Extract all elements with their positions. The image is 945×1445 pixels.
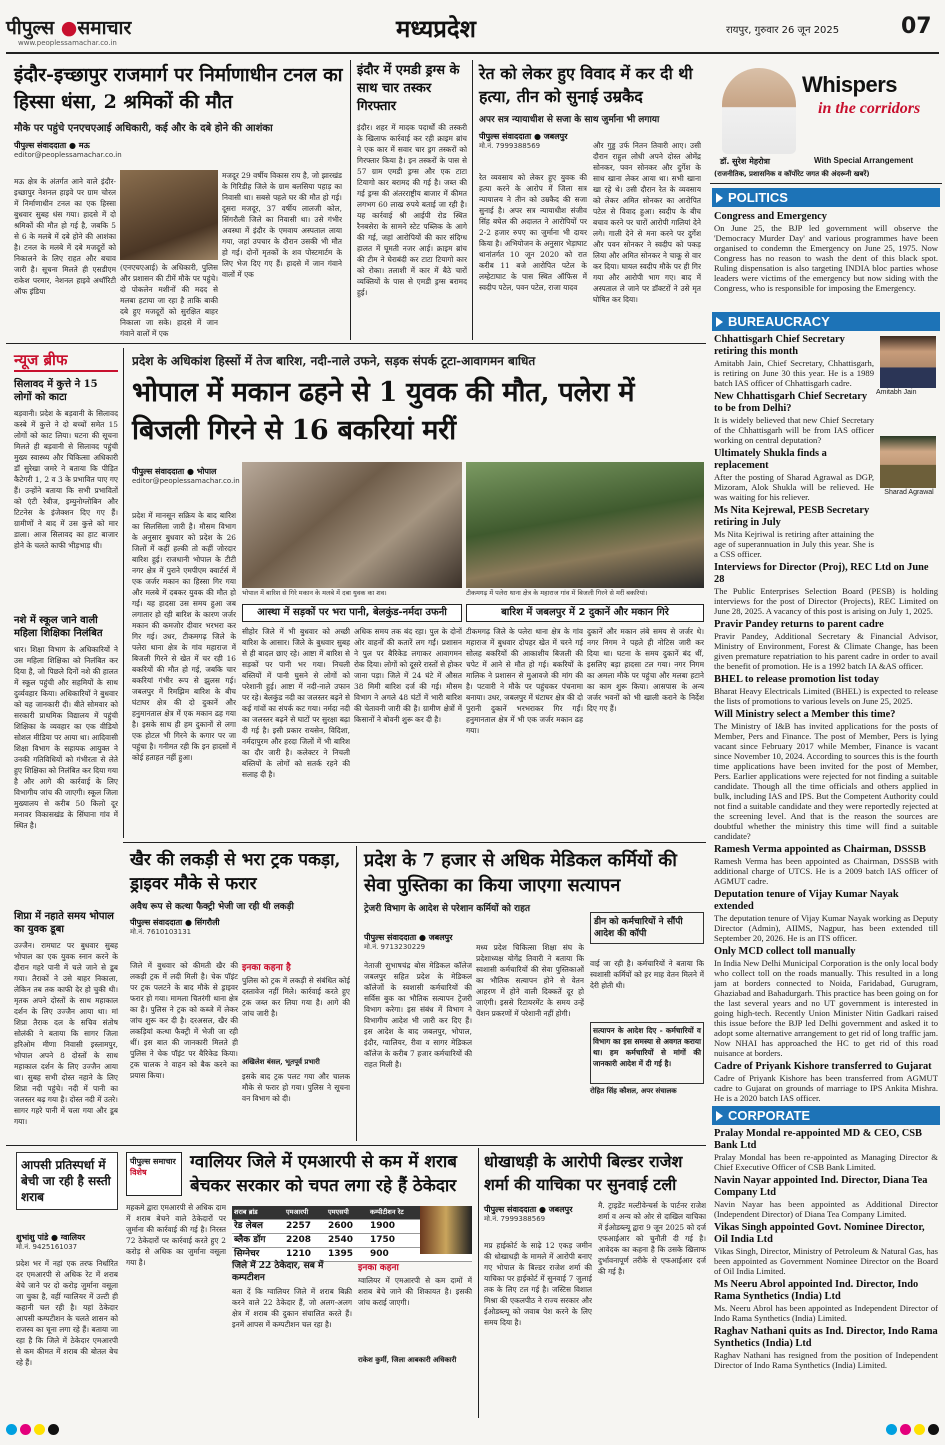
item-headline: Ultimately Shukla finds a replacement — [714, 448, 827, 471]
item-headline: Ms Nita Kejrewal, PESB Secretary retiring in July — [714, 505, 870, 528]
builder-byline: पीपुल्स संवाददाता ● जबलपुर — [484, 1205, 573, 1214]
truck-saying-title: इनका कहना है — [242, 963, 291, 973]
table-cell: 2540 — [328, 1235, 354, 1245]
item-text: Vikas Singh, Director, Ministry of Petroleum & Natural Gas, has been appointed as Government Nominee Director on the Board of Oil India Limited. — [714, 1246, 938, 1276]
item-text: Cadre of Priyank Kishore has been transferred from AGMUT cadre to Gujarat on grounds of marriage to IPS Ankita Mishra. He is a 2020 batch IAS officer. — [714, 1073, 938, 1103]
politics-item — [714, 211, 938, 293]
md-body: इंदौर। शहर में मादक पदार्थों की तस्करी के खिलाफ कार्रवाई कर रही क्राइम ब्रांच ने एक कार में सवार चार ड्रग तस्करों को गिरफ्तार किया है। इन तस्करों के पास से 57 ग्राम एमडी ड्रग्स और एक टाटा टियागो कार बरामद की गई है। जब्त की गई ड्रग्स की अंतरराष्ट्रीय बाजार में कीमत लगभग 60 लाख रुपये बताई जा रही है। यह कार्रवाई श्री आईपी रोड स्थित रैनबसेरा के सामने स्टेट पब्लिक के आगे की गई, जहां आरोपियों की कार संदिग्ध हालत में घूमती नजर आई। क्राइम ब्रांच की टीम ने घेराबंदी कर टाटा टियागो कार को रोका। तलाशी में कार में बैठे चारों व्यक्तियों के पास से एमडी ड्रग्स बरामद हुई। — [357, 123, 467, 297]
tunnel-caption: (एनएचएआई) के अधिकारी, पुलिस और प्रशासन की टीमें मौके पर पहुंचे। दो पोकलेन मशीनों की मदद से मलबा हटाया जा रहा है ताकि बाकी दबे हुए मजदूरों को सुरक्षित बाहर निकाला जा सके। हादसे में जान गंवाने वालों में एक — [120, 263, 218, 338]
brief-column — [14, 378, 118, 1140]
item-text: Ms. Neeru Abrol has been appointed as Independent Director of Indo Rama Synthetics (India) Limited. — [714, 1303, 938, 1323]
truck-saying — [242, 960, 350, 1111]
liquor-mobile: मो.नं. 9425161037 — [16, 1243, 78, 1251]
item-headline: Pravir Pandey returns to parent cadre — [714, 619, 884, 630]
sand-body-2: और गुड्ड उर्फ नितन तिवारी आए। उसी दौरान राहुल लोधी अपने दोस्त ओमेंद्र सोनकर, पवन सोनकर और दुर्गेश के साथ खाना लेकर आया था। सभी खाना खा रहे थे। उसी दौरान रेत के व्यवसाय को लेकर अमित सोनकर का आरोपित पटेल से विवाद हुआ। स्वदीप के बीच बचाव करने पर चारों आरोपी गालियां देने लगे। गाली देने से मना करने पर दुर्गेश और पवन सोनकर ने स्वदीप को पकड़ लिया और अमित सोनकर ने चाकू से वार कर दिया। घायल स्वदीप मौके पर ही गिर गया और आरोपी भाग गए। बाद में अस्पताल ले जाने पर डॉक्टरों ने उसे मृत घोषित कर दिया। — [593, 141, 701, 304]
staff-byline-block — [364, 932, 452, 952]
sand-story — [479, 62, 701, 151]
item-headline: Deputation tenure of Vijay Kumar Nayak extended — [714, 889, 899, 912]
item-headline: Pralay Mondal re-appointed MD & CEO, CSB Bank Ltd — [714, 1128, 922, 1151]
table-cell: 2208 — [286, 1235, 312, 1245]
item-text: Bharat Heavy Electricals Limited (BHEL) is expected to release the lists of promotions to various levels on June 25, 2025. — [714, 686, 938, 706]
builder-body-2: मै. ट्राइडेंट मल्टीवेन्चर्स के पार्टनर राजेश शर्मा व अन्य को ओर से दाखिल याचिका में ईओडब्ल्यू द्वारा 9 जून 2025 को दर्ज एफआईआर को चुनौती दी गई है। आवेदक का कहना है कि उसके खिलाफ दुर्भावनापूर्ण तरीके से एफआईआर दर्ज की गई है। — [598, 1201, 706, 1276]
staff-note-by: रोहित सिंह कौशल, अपर संचालक — [590, 1086, 677, 1095]
columnist-photo — [722, 68, 796, 154]
liquor-body-2: महकमे द्वारा एमआरपी से अधिक दाम में शराब बेचने वाले ठेकेदारों पर जुर्माना की कार्रवाई की गई है। निरस्त 72 ठेकेदारों पर कार्रवाई करते हुए 2 करोड़ से अधिक का जुर्माना वसूला गया है। — [126, 1203, 226, 1267]
brief-text-3: उज्जैन। रामघाट पर बुधवार सुबह भोपाल का एक युवक स्नान करने के दौरान गहरे पानी में चले जाने से डूब गया। तैराकों ने उसे बाहर निकाला, लेकिन तब तक काफी देर हो चुकी थी। मृतक अपने दोस्तों के साथ महाकाल दर्शन के लिए उज्जैन आया था। मां शिप्रा तैराक दल के सचिव संतोष सोलंकी ने बताया कि सागर जिला हरिओम मीणा निवासी इस्लामपुर, भोपाल अपने 8 दोस्तों के साथ महाकाल दर्शन के लिए उज्जैन आया था। सुबह सभी दोस्त नहाने के लिए शिप्रा नदी पहुंचे। नदी में पानी का जलस्तर बढ़ गया है। दोस्त नदी में उतरे। सागर गहरे पानी में चला गया और डूब गया। — [14, 941, 118, 1126]
item-headline: Navin Nayar appointed Ind. Director, Diana Tea Company Ltd — [714, 1175, 928, 1198]
staff-body-3: वाई जा रही है। कर्मचारियों ने बताया कि स्वशासी कर्मियों को हर माह वेतन मिलने में देरी होती थी। — [590, 959, 704, 990]
table-cell: 2257 — [286, 1221, 312, 1231]
photo-caption-2: Sharad Agrawal — [884, 489, 934, 496]
table-cell: सिग्नेचर — [234, 1249, 260, 1259]
liquor-byline-block — [16, 1232, 85, 1252]
staff-story — [364, 848, 704, 914]
column-rule — [356, 846, 357, 1141]
rain-subhead-2: बारिश में जबलपुर में 2 दुकानें और मकान गिरे — [466, 604, 704, 622]
section-rule — [6, 1145, 706, 1146]
rain-sub-body-3: टीकमगढ़ जिले के पलेरा थाना क्षेत्र के गांव महाराज में बुधवार दोपहर खेत में चरने गई सोलह बकरियों की आकाशीय बिजली की चपेट में आने से मौत हो गई। बकरियों के मालिक ने प्रशासन से मुआवजे की मांग की है। पटवारी ने मौके पर पहुंचकर पंचनामा बनाया। उधर, जबलपुर में घंटाघर क्षेत्र की दो पुरानी दुकानें भरभराकर गिर गईं। हनुमानताल क्षेत्र में भी एक जर्जर मकान ढह गया। — [466, 627, 583, 735]
item-text: Ms Nita Kejriwal is retiring after attaining the age of superannuation in July this year. She is a CSS officer. — [714, 529, 874, 559]
rain-body: प्रदेश में मानसून सक्रिय के बाद बारिश का सिलसिला जारी है। मौसम विभाग के अनुसार बुधवार को प्रदेश के 26 जिलों में कहीं हल्की तो कहीं जोरदार बारिश हुई। राजधानी भोपाल के टीटी नगर क्षेत्र में पुराने एमपीएम क्वार्टर्स में एक जर्जर मकान का हिस्सा गिर गया और मलबे में दबकर युवक की मौत हो गई। यह हादसा उस समय हुआ जब लगातार हो रही बारिश के कारण जर्जर मकान की कमजोर दीवार भरभरा कर गिर गई। उधर, टीकमगढ़ जिले के पलेरा थाना क्षेत्र के गांव महाराज में बिजली गिरने से खेत में चर रही 16 बकरियों की मौत हो गई, जबकि चार बकरियां गंभीर रूप से झुलस गई। जबलपुर में रिमझिम बारिश के बीच घंटाघर क्षेत्र की दो दुकानें और हनुमानताल क्षेत्र में एक मकान ढह गया है। इसके साथ ही हम दुकानों से लगा एक होटल भी गिरने के कगार पर जा पहुंचा है। गनीमत रही कि इन हादसों में कोई हताहत नहीं हुआ। — [132, 511, 236, 762]
table-cell: 900 — [370, 1249, 389, 1259]
corporate-header: CORPORATE — [712, 1106, 940, 1125]
whispers-subtitle: in the corridors — [818, 100, 921, 117]
builder-headline: धोखाधड़ी के आरोपी बिल्डर राजेश शर्मा की याचिका पर सुनवाई टली — [484, 1152, 683, 1194]
staff-body-1: नेताजी सुभाषचंद्र बोस मेडिकल कॉलेज जबलपुर सहित प्रदेश के मेडिकल कॉलेजों के स्वशासी कर्मचारियों की सर्विस बुक का भौतिक सत्यापन ट्रेजरी विभाग करेगा। इस संबंध में विभाग ने विभागीय आदेश भी जारी कर दिए हैं। इस आदेश के बाद जबलपुर, भोपाल, इंदौर, ग्वालियर, रीवा व सागर मेडिकल कॉलेज के करीब 7 हजार कर्मचारियों की राहत मिली है। — [364, 961, 472, 1069]
staff-headline: प्रदेश के 7 हजार से अधिक मेडिकल कर्मियों की सेवा पुस्तिका का किया जाएगा सत्यापन — [364, 850, 677, 896]
item-headline: Vikas Singh appointed Govt. Nominee Director, Oil India Ltd — [714, 1222, 925, 1245]
sand-subheadline: अपर सत्र न्यायाधीश से सजा के साथ जुर्माना भी लगाया — [479, 115, 660, 125]
whispers-note: (राजनीतिक, प्रशासनिक व कॉर्पोरेट जगत की अंदरूनी खबरें) — [714, 170, 870, 178]
liquor-body-1: प्रदेश भर में नहां एक तरफ निर्धारित दर एमआरपी से अधिक रेट में शराब बेचे जाने पर दो करोड़ जुर्माना वसूला जा चुका है, वहीं ग्वालियर में उल्टी ही कहानी चल रही है। यहां ठेकेदार आपसी कम्पटीशन के चलते शासन को राजस्व का चूना लगा रहे हैं। बताया जा रहा है कि जिले में ठेकेदार एमआरपी से कम कीमत में शराब की बोतल बेच रहे हैं। — [16, 1259, 118, 1367]
rain-email: editor@peoplessamachar.co.in — [132, 477, 240, 485]
item-text: Pralay Mondal has been re-appointed as Managing Director & Chief Executive Officer of CSB Bank Limited. — [714, 1152, 938, 1172]
rain-banner: प्रदेश के अधिकांश हिस्सों में तेज बारिश, नदी-नाले उफने, सड़क संपर्क टूटा-आवागमन बाधित — [132, 354, 536, 368]
rain-headline: भोपाल में मकान ढहने से 1 युवक की मौत, पलेरा में बिजली गिरने से 16 बकरियां मरीं — [132, 377, 635, 446]
table-cell: रेड लेबल — [234, 1221, 263, 1231]
reg-mark-cyan — [886, 1424, 897, 1435]
truck-byline: पीपुल्स संवाददाता ● सिंगरौली — [130, 918, 220, 927]
logo-left: पीपुल्स — [6, 17, 55, 39]
brief-headline-1: सिलावद में कुत्ते ने 15 लोगों को काटा — [14, 379, 98, 403]
columnist-tag: With Special Arrangement — [814, 156, 914, 165]
photo-caption-1: Amitabh Jain — [876, 389, 917, 396]
table-cell: 1210 — [286, 1249, 312, 1259]
masthead-rule — [6, 52, 939, 54]
reg-mark-cyan — [6, 1424, 17, 1435]
item-headline: Ramesh Verma appointed as Chairman, DSSSB — [714, 844, 926, 855]
sand-mobile: मो.नं. 7999388569 — [479, 142, 541, 150]
rain-story — [132, 374, 704, 450]
brief-headline-2: नशे में स्कूल जाने वाली महिला शिक्षिका निलंबित — [14, 615, 103, 639]
rain-sub-body-4: दुकानें और मकान लंबे समय से जर्जर थे। नगर निगम ने पहले ही नोटिस जारी कर दिया था। घटना के समय दुकानें बंद थीं, इसलिए बड़ा हादसा टल गया। नगर निगम का अमला मौके पर पहुंचा और मलबा हटाने का काम शुरू किया। आसपास के अन्य जर्जर भवनों को भी खाली कराने के निर्देश दिए गए हैं। — [587, 627, 704, 713]
item-text: The Ministry of I&B has invited applications for the posts of Member, Pers and Finance. The post of Member, Pers is lying vacant since February 2017 while Member, Finance is vacant since November 10, 2024. According to sources this is the fourth time applications have been invited for the post of Member, Pers. Earlier applications were rejected for not finding a suitable candidate. Though all the time officials and others applied in bulk, including IAS and IPS. But the Competent Authority could not find a suitable candidate and they were reportedly rejected at the screening level. And that is the reason the sources are doubtful whether the ministry this time will find a suitable candidate? — [714, 721, 938, 841]
item-text: Amitabh Jain, Chief Secretary, Chhattisgarh, is retiring on June 30 this year. He is a 1989 batch IAS officer of Chhattisgarh cadre. — [714, 358, 874, 388]
tunnel-story — [14, 62, 344, 159]
item-text: It is widely believed that new Chief Secretary of the Chhattisgarh will be from IAS officer working on central deputation? — [714, 415, 874, 445]
liquor-saying — [358, 1260, 472, 1365]
bureaucracy-list — [714, 334, 938, 1103]
truck-saying-text: पुलिस को ट्रक में लकड़ी से संबंधित कोई दस्तावेज नहीं मिले। कार्रवाई करते हुए ट्रक जब्त कर लिया गया है। आगे की जांच जारी है। — [242, 976, 350, 1018]
item-text: Raghav Nathani has resigned from the position of Independent Director of Indo Rama Synthetics (India) Limited. — [714, 1350, 938, 1370]
table-cell: शराब ब्रांड — [234, 1208, 258, 1216]
rain-subhead-1: आस्था में सड़कों पर भरा पानी, बेलकुंड-नर्मदा उफनी — [242, 604, 462, 622]
tunnel-body-1: मऊ क्षेत्र के अंतर्गत आने वाले इंदौर-इच्छापुर नेशनल हाइवे पर ग्राम चोरल में निर्माणाधीन टनल का एक हिस्सा बुधवार सुबह धंस गया। हादसे में दो श्रमिकों की मौत हो गई है, जबकि 5 से 6 के मलबे में दबे होने की आशंका है। टनल के मलबे में दबे मजदूरों को निकालने के लिए राहत और बचाव जारी है। सूचना मिलते ही एसडीएम राकेश परमार, नेशनल हाइवे अथॉरिटी ऑफ इंडिया — [14, 177, 116, 296]
table-cell: एमएसपी — [328, 1208, 349, 1216]
truck-body: जिले में बुधवार को कीमती खैर की लकड़ी ट्रक में लदी मिली है। चेक पॉइंट पर ट्रक पलटने के बाद मौके से ड्राइवर फरार हो गया। मामला चितरंगी थाना क्षेत्र का है। पुलिस ने ट्रक को कब्जे में लेकर जांच शुरू कर दी है। दरअसल, खैर की लकड़ियां कत्था फैक्ट्री में भेजी जा रही थीं। इस बात की जानकारी मिलते ही पुलिस ने चेक पॉइंट पर बैरिकेड किया। ट्रक चालक ने वाहन को बैक करने का प्रयास किया। — [130, 961, 238, 1080]
item-headline: Ms Neeru Abrol appointed Ind. Director, Indo Rama Synthetics (India) Ltd — [714, 1279, 919, 1302]
table-cell: 2600 — [328, 1221, 354, 1231]
corporate-list — [714, 1128, 938, 1370]
liquor-tag: विशेष — [130, 1168, 147, 1177]
whispers-masthead — [710, 60, 942, 184]
liquor-subhead: जिले में 22 ठेकेदार, सब में कम्पटीशन — [232, 1261, 324, 1283]
liquor-logo: पीपुल्स समाचार — [130, 1157, 176, 1166]
liquor-saying-text: ग्वालियर में एमआरपी से कम दामों में शराब बेचे जाने की शिकायत है। इसकी जांच कराई जाएगी। — [358, 1276, 472, 1307]
liquor-story — [190, 1150, 472, 1198]
reg-mark-black — [48, 1424, 59, 1435]
staff-note: सत्यापन के आदेश दिए - कर्मचारियों व विभाग का इस समस्या से अवगत कराया था। हम कर्मचारियों से मांगों की जानकारी आदेश में दी गई है। — [590, 1022, 704, 1084]
item-headline: BHEL to release promotion list today — [714, 674, 880, 685]
bureaucracy-header: BUREAUCRACY — [712, 312, 940, 331]
item-text: Navin Nayar has been appointed as Additional Director (Independent Director) of Diana Tea Company Limited. — [714, 1199, 938, 1219]
newspaper-logo: पीपुल्स ●समाचार — [6, 17, 132, 39]
table-cell: ब्लैक डॉग — [234, 1235, 266, 1245]
item-text: The Public Enterprises Selection Board (PESB) is holding interviews for the post of Director (Projects), REC Limited on June 28, 2025. A vacancy of this post is arising on July 1, 2025. — [714, 586, 938, 616]
rain-photo-1 — [242, 462, 462, 588]
website: www.peoplessamachar.co.in — [18, 39, 117, 47]
staff-box: डीन को कर्मचारियों ने सौंपी आदेश की कॉपी — [590, 912, 704, 944]
tunnel-body-2: मजदूर 29 वर्षीय विकास राय है, जो झारखंड के गिरिडीह जिले के ग्राम बलसिया पहाड़ का निवासी था। सबसे पहले घर की मौत हो गई। दूसरा मजदूर, 37 वर्षीय लालजी कोल, सिंगरौली जिले का निवासी था। उसे गंभीर अवस्था में इंदौर के एमवाय अस्पताल लाया गया, जहां उपचार के दौरान उसकी भी मौत हो गई। दोनों मृतकों के शव पोस्टमार्टम के लिए भेज दिए गए हैं। हादसे में जान गंवाने वालों में एक — [222, 171, 342, 279]
truck-body-2: इसके बाद ट्रक पलट गया और चालक मौके से फरार हो गया। पुलिस ने सूचना वन विभाग को दी। — [242, 1072, 350, 1103]
item-text: After the posting of Sharad Agrawal as DGP, Mizoram, Alok Shukla will be relieved. He was waiting for his reliever. — [714, 472, 874, 502]
item-headline: Interviews for Director (Proj), REC Ltd on June 28 — [714, 562, 929, 585]
table-cell: 1750 — [370, 1235, 396, 1245]
section-title: मध्यप्रदेश — [395, 15, 477, 43]
item-text: In India New Delhi Municipal Corporation is the only local body who collect toll on the roads manually. This resulted in a long jam at borders connected to Noida, Faridabad, Gurugram, Ghaziabad and Bahadurgarh. This practice has been going on for the last several years and no UT government is interested in going high-tech. Recently Union Minister Nitin Gadkari raised this issue before the BJP led Delhi government and asked it to adopt some alternative arrangement to get rid of long traffic jam. Now NHAI has approached the HC to get rid of this road nuisance at borders. — [714, 958, 938, 1058]
item-headline: Chhattisgarh Chief Secretary retiring this month — [714, 334, 845, 357]
table-cell: 1395 — [328, 1249, 354, 1259]
rain-photo-2 — [466, 462, 704, 588]
item-text: The deputation tenure of Vijay Kumar Nayak working as Deputy Director (Admin), AIIMS, Nagpur, has been extended till September 20, 2026. He is an ITS officer. — [714, 913, 938, 943]
liquor-sub — [232, 1260, 352, 1406]
tunnel-email: editor@peoplessamachar.co.in — [14, 151, 122, 159]
columnist-name: डॉ. सुरेश मेहरोत्रा — [720, 157, 770, 166]
brief-text-1: बड़वानी। प्रदेश के बड़वानी के सिलावद कस्बे में कुत्ते ने दो बच्चों समेत 15 लोगों को काट लिया। घटना की सूचना मिलते ही बड़वानी से सिलावद पहुंची मुख्य स्वास्थ्य और चिकित्सा अधिकारी डॉ सुरेखा जमरे ने बताया कि पीड़ित कैटेगरी 1, 2 व 3 के प्रभावित पाए गए हैं। उन्होंने बताया कि सभी प्रभावितों को एंटी रेबीज, इम्युनोग्लोबिन और टिटनेस के इंजेक्शन दिए गए हैं। ग्रामीणों ने बाद में उस कुत्ते को मार डाला। आज सिलावद का हाट बाजार होने के चलते काफी भीड़भाड़ थी। — [14, 409, 118, 550]
truck-story — [130, 848, 350, 937]
liquor-box: आपसी प्रतिस्पर्धा में बेची जा रही है सस्ती शराब — [16, 1152, 118, 1210]
brief-text-2: धार। शिक्षा विभाग के अधिकारियों ने उस महिला शिक्षिका को निलंबित कर दिया है, जो पिछले दिनों नशे की हालत में स्कूल पहुंची और सहमियों के साथ दुर्व्यवहार किया। अधिकारियों ने बुधवार को यह जानकारी दी। बीते सोमवार को सरकारी प्राथमिक विद्यालय में पहुंची शिक्षिका के व्यवहार का एक वीडियो सोशल मीडिया पर आया था। आदिवासी शिक्षा विभाग के सहायक आयुक्त ने उनकी गतिविधियों को गंभीरता से लेते हुए शिक्षिका को निलंबित कर दिया गया है और आगे की कार्रवाई के लिए विभागीय जांच की जाएगी। स्कूल जिला मुख्यालय से करीब 50 किलो दूर मनावर विकासखंड के सिंघाना गांव में स्थित है। — [14, 645, 118, 830]
column-rule — [478, 1148, 479, 1418]
politics-header: POLITICS — [712, 188, 940, 207]
sand-body-1: रेत व्यवसाय को लेकर हुए युवक की हत्या करने के आरोप में जिला सत्र न्यायालय ने तीन को उम्रकैद की सजा सुनाई है। अपर सत्र न्यायाधीश संजीव सिंह बघेल की अदालत ने आरोपियों पर 2-2 हजार रुपए का जुर्माना भी दायर किया है। अभियोजन के अनुसार भेड़ाघाट थानांतर्गत 10 जून 2020 को रात करीब 11 बजे आरोपित पटेल के लम्हेटाघाट के पास स्थित ऑफिस में स्वदीप पटेल, पवन पटेल, राजा यादव — [479, 173, 587, 292]
table-cell: एमआरपी — [286, 1208, 309, 1216]
rain-caption-2: टीकमगढ़ में पलेरा थाना क्षेत्र के महाराज गांव में बिजली गिरने से मरीं बकरियां। — [466, 589, 648, 597]
item-text: Pravir Pandey, Additional Secretary & Financial Advisor, Ministry of Environment, Forest & Climate Change, has been given premature repatriation to his parent cadre in order to avail the benefit of promotion. He is a 1992 batch IA &AS officer. — [714, 631, 938, 671]
reg-mark-magenta — [20, 1424, 31, 1435]
builder-mobile: मो.नं. 7999388569 — [484, 1215, 546, 1223]
reg-mark-yellow — [914, 1424, 925, 1435]
item-headline: Only MCD collect toll manually — [714, 946, 856, 957]
column-rule — [350, 60, 351, 340]
rain-caption-1: भोपाल में बारिश से गिरे मकान के मलबे में दबा युवक का शव। — [242, 589, 387, 597]
item-text: Ramesh Verma has been appointed as Chairman, DSSSB with additional charge of UTCS. He is a 2009 batch IAS officer of AGMUT cadre. — [714, 856, 938, 886]
date-line: रायपुर, गुरुवार 26 जून 2025 — [726, 25, 840, 36]
tunnel-byline: पीपुल्स संवाददाता ● मऊ — [14, 141, 90, 150]
liquor-bottles-photo — [420, 1206, 472, 1254]
masthead — [6, 4, 939, 50]
section-rule — [123, 842, 706, 843]
liquor-body-3: बता दें कि ग्वालियर जिले में शराब बिक्री करने वाले 22 ठेकेदार हैं, जो अलग-अलग क्षेत्र में शराब की दुकान संचालित करते हैं। इनमें आपस में कम्पटीशन चल रहा है। — [232, 1287, 352, 1329]
column-rule — [472, 60, 473, 340]
md-headline: इंदौर में एमडी ड्रग्स के साथ चार तस्कर गिरफ्तार — [357, 63, 460, 114]
brief-headline-3: शिप्रा में नहाते समय भोपाल का युवक डूबा — [14, 911, 114, 935]
rain-byline: पीपुल्स संवाददाता ● भोपाल — [132, 467, 217, 476]
builder-body-1: मप्र हाईकोर्ट के साढ़े 12 एकड़ जमीन की धोखाधड़ी के मामले में आरोपी बनाए गए भोपाल के बिल्डर राजेश शर्मा की याचिका पर हाईकोर्ट में सुनवाई 7 जुलाई तक के लिए टल गई है। जस्टिस विशाल मिश्रा की एकलपीठ ने राज्य सरकार और ईओडब्ल्यू को जवाब पेश करने के लिए समय दिया है। — [484, 1241, 592, 1327]
truck-saying-by: अखिलेश बंसल, भूतपूर्व प्रभारी — [242, 1057, 320, 1066]
column-rule — [123, 348, 124, 838]
liquor-logo-box — [126, 1152, 182, 1196]
item-headline: Will Ministry select a Member this time? — [714, 709, 896, 720]
liquor-byline: शुभांशु पांडे ● ग्वालियर — [16, 1233, 85, 1242]
reg-mark-magenta — [900, 1424, 911, 1435]
liquor-saying-by: राकेश कुर्मी, जिला आबकारी अधिकारी — [358, 1355, 457, 1364]
tunnel-photo — [120, 170, 218, 260]
truck-mobile: मो.नं. 7610103131 — [130, 928, 192, 936]
section-rule — [6, 343, 706, 344]
tunnel-headline: इंदौर-इच्छापुर राजमार्ग पर निर्माणाधीन टनल का हिस्सा धंसा, 2 श्रमिकों की मौत — [14, 64, 343, 113]
staff-byline: पीपुल्स संवाददाता ● जबलपुर — [364, 933, 453, 942]
staff-body-2: मध्य प्रदेश चिकित्सा शिक्षा संघ के प्रदेशाध्यक्ष योगेंद्र तिवारी ने बताया कि स्वशासी कर्मचारियों की सेवा पुस्तिकाओं का भौतिक सत्यापन होने से वेतन आहरण में होने वाली दिक्कतें दूर हो जाएंगी। इससे रिटायरमेंट के समय उन्हें पेंशन प्रकरणों में परेशानी नहीं होगी। — [476, 943, 584, 1018]
staff-side — [590, 958, 704, 1096]
item-headline: New Chhattisgarh Chief Secretary to be from Delhi? — [714, 391, 868, 414]
news-brief-label: न्यूज ब्रीफ — [14, 350, 118, 372]
logo-right: समाचार — [77, 17, 132, 39]
tunnel-subheadline: मौके पर पहुंचे एनएचएआई अधिकारी, कई और के दबे होने की आशंका — [14, 123, 273, 134]
page-number: 07 — [901, 14, 932, 39]
item-headline: Raghav Nathani quits as Ind. Director, Indo Rama Synthetics (India) Ltd — [714, 1326, 938, 1349]
whispers-title: Whispers — [802, 72, 898, 97]
rain-sub-body-2: अधिक समय तक बंद रहा। पुल के दोनों ओर वाहनों की कतारें लग गईं। प्रशासन ने पुल पर बैरिकेड लगाकर आवागमन रोक दिया। लोगों को दूसरे रास्तों से होकर जाना पड़ा। जिले में 24 घंटे में औसत 38 मिमी बारिश दर्ज की गई। मौसम विभाग ने अगले 48 घंटों में भारी बारिश की चेतावनी जारी की है। ग्रामीण क्षेत्रों में किसानों ने बोवनी शुरू कर दी है। — [354, 627, 462, 724]
truck-subheadline: अवैध रूप से कत्था फैक्ट्री भेजी जा रही थी लकड़ी — [130, 902, 294, 912]
table-cell: 1900 — [370, 1221, 396, 1231]
color-registration-marks — [6, 1424, 939, 1440]
item-headline: Cadre of Priyank Kishore transferred to Gujarat — [714, 1061, 932, 1072]
staff-mobile: मो.नं. 9713230229 — [364, 943, 426, 951]
rain-byline-block — [132, 466, 240, 485]
md-story — [357, 62, 467, 116]
politics-text: On June 25, the BJP led government will observe the 'Democracy Murder Day' and various programmes have been organised to condemn the Emergency on June 25, 1975. Now Congress has no reason to wash the dent of this black spot. Ruling dispensation is also targeting INDIA bloc parties whose leaders were victims of the emergency but now siding with the Congress, who is responsible for imposing the Emergency. — [714, 223, 938, 293]
reg-mark-black — [928, 1424, 939, 1435]
liquor-saying-title: इनका कहना — [358, 1263, 399, 1273]
truck-headline: खैर की लकड़ी से भरा ट्रक पकड़ा, ड्राइवर मौके से फरार — [130, 850, 341, 894]
politics-headline: Congress and Emergency — [714, 211, 827, 222]
rain-sub-body-1: सीहोर जिले में भी बुधवार को अच्छी बारिश के आसार। जिले के बुधवार सुबह से ही बादल छाए रहे। आष्टा में बारिश से सड़कों पर पानी भर गया। निचली बस्तियों में पानी घुसने से लोगों को परेशानी हुई। आष्टा में नदी-नाले उफान पर रहे। बेलकुंड नदी का जलस्तर बढ़ने से कई गांवों का संपर्क कट गया। नर्मदा नदी का जलस्तर बढ़ने से घाटों पर सुरक्षा बढ़ा दी गई है। इसी प्रकार रायसेन, विदिशा, नर्मदापुरम और हरदा जिलों में भी बारिश का दौर जारी है। कलेक्टर ने निचली बस्तियों के लोगों को सतर्क रहने की सलाह दी है। — [242, 627, 350, 779]
staff-subheadline: ट्रेजरी विभाग के आदेश से परेशान कर्मियों को राहत — [364, 904, 531, 914]
liquor-headline: ग्वालियर जिले में एमआरपी से कम में शराब बेचकर सरकार को चपत लगा रहे हैं ठेकेदार — [190, 1152, 457, 1196]
table-cell: कम्पीटीशन रेट — [370, 1208, 404, 1216]
sand-headline: रेत को लेकर हुए विवाद में कर दी थी हत्या, तीन को सुनाई उम्रकैद — [479, 64, 693, 106]
sand-byline: पीपुल्स संवाददाता ● जबलपुर — [479, 132, 568, 141]
reg-mark-yellow — [34, 1424, 45, 1435]
